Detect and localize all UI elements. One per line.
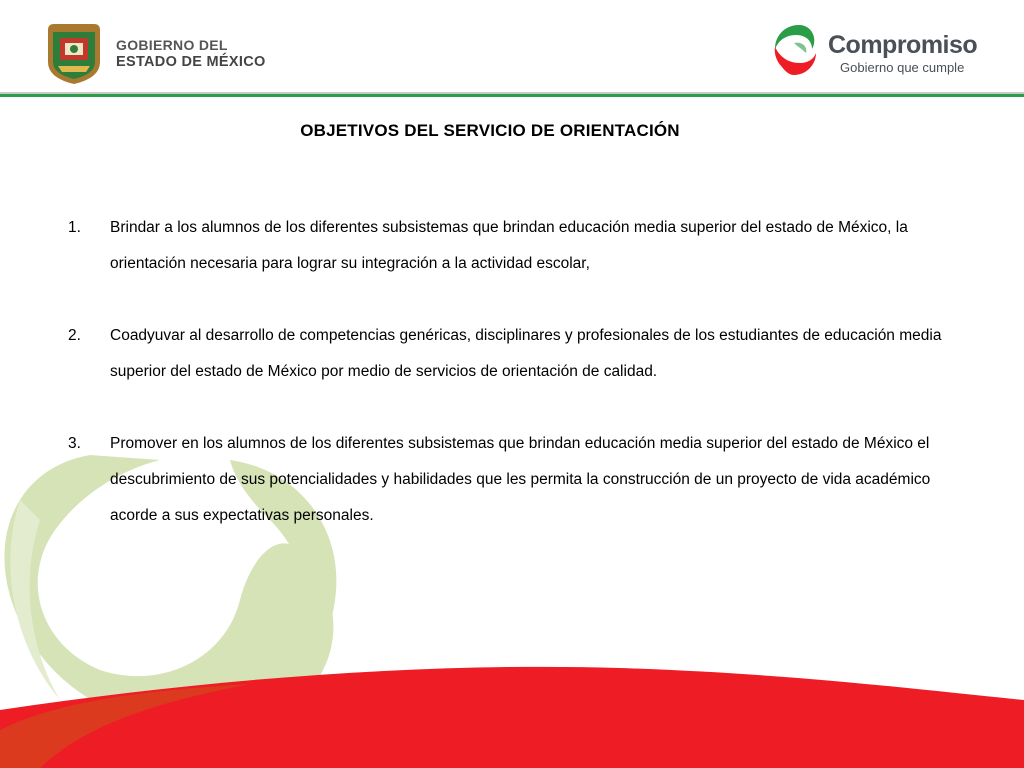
objectives-list [68, 210, 948, 534]
compromiso-swirl-icon [772, 21, 826, 85]
list-item [68, 318, 948, 390]
list-item-text: Brindar a los alumnos de los diferentes subsistemas que brindan educación media superior del estado de México, la orientación necesaria para lograr su integración a la actividad escolar, [110, 219, 908, 272]
list-item [68, 426, 948, 534]
list-item-text: Promover en los alumnos de los diferentes subsistemas que brindan educación media superior del estado de México el descubrimiento de sus potencialidades y habilidades que les permita la construcción de un proyecto de vida académico acorde a sus expectativas personales. [110, 435, 931, 524]
gov-logo-line1: GOBIERNO DEL [116, 37, 228, 53]
gov-logo-line2: ESTADO DE MÉXICO [116, 54, 266, 70]
gov-edomex-logo [30, 16, 290, 92]
list-item-text: Coadyuvar al desarrollo de competencias genéricas, disciplinares y profesionales de los estudiantes de educación media superior del estado de México por medio de servicios de orientación de calidad. [110, 327, 942, 380]
list-item-number: 2. [68, 327, 81, 344]
header-divider [0, 92, 1024, 98]
list-item [68, 210, 948, 282]
coat-of-arms-icon [44, 22, 104, 86]
list-item-number: 3. [68, 435, 81, 452]
compromiso-name: Compromiso [828, 30, 978, 59]
page-title: OBJETIVOS DEL SERVICIO DE ORIENTACIÓN [300, 121, 680, 140]
list-item-number: 1. [68, 219, 81, 236]
compromiso-tagline: Gobierno que cumple [840, 59, 965, 75]
compromiso-logo [772, 18, 992, 88]
